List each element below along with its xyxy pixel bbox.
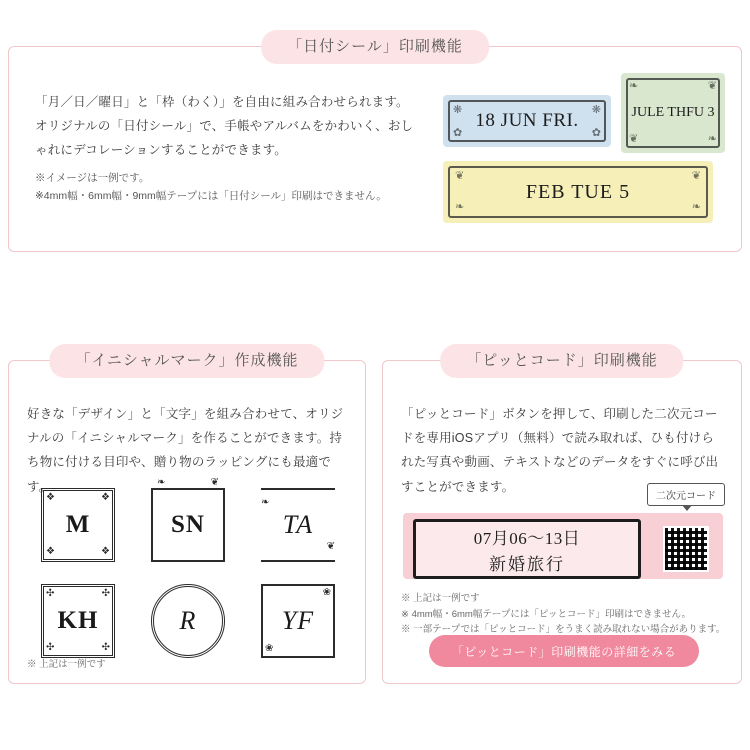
pitto-code-notes <box>401 591 727 638</box>
date-seal-note-1: ※イメージは一例です。 <box>35 172 150 184</box>
qr-callout-label: 二次元コード <box>647 483 725 506</box>
sample-tape-blue-text: 18 JUN FRI. <box>475 110 579 132</box>
pitto-code-note-2: ※ 4mm幅・6mm幅テープには「ピッとコード」印刷はできません。 <box>401 608 692 620</box>
date-seal-body: 「月／日／曜日」と「枠（わく）」を自由に組み合わせられます。オリジナルの「日付シール」で、手帳やアルバムをかわいく、おしゃれにデコレーションすることができます。 <box>35 94 414 158</box>
initial-mark-item: ❧ ❦ SN <box>135 479 241 571</box>
initial-mark-title: 「イニシャルマーク」作成機能 <box>49 344 324 378</box>
initial-mark-samples <box>25 479 351 667</box>
initial-mark-item: ❧ ❦ TA <box>245 479 351 571</box>
pitto-code-body: 「ピッとコード」ボタンを押して、印刷した二次元コードを専用iOSアプリ（無料）で読み取れば、ひも付けられた写真や動画、テキストなどのデータをすぐに呼び出すことができます。 <box>401 406 719 494</box>
date-seal-panel <box>8 38 742 252</box>
sample-tape-green: JULE THFU 3 ❧ ❦ ❦ ❧ <box>621 73 725 153</box>
initial-mark-panel <box>8 352 366 684</box>
date-seal-notes <box>35 169 435 206</box>
initial-mark-letters: TA <box>282 510 314 539</box>
initial-mark-item: ❖ ❖ ❖ ❖ M <box>25 479 131 571</box>
initial-mark-note: ※ 上記は一例です <box>27 659 106 670</box>
pitto-code-title: 「ピッとコード」印刷機能 <box>440 344 683 378</box>
pitto-sample-line-2: 新婚旅行 <box>489 554 565 574</box>
initial-mark-letters: YF <box>281 606 315 635</box>
initial-mark-item: ✣ ✣ ✣ ✣ KH <box>25 575 131 667</box>
pitto-sample-line-1: 07月06〜13日 <box>473 528 581 548</box>
pitto-code-note-1: ※ 上記は一例です <box>401 593 480 604</box>
initial-mark-letters: KH <box>57 607 99 634</box>
initial-mark-item <box>135 575 241 667</box>
initial-mark-letters: R <box>179 606 197 635</box>
sample-tape-yellow: FEB TUE 5 ❦ ❦ ❧ ❧ <box>443 161 713 223</box>
initial-mark-item: ❀ ❀ YF <box>245 575 351 667</box>
initial-mark-body: 好きな「デザイン」と「文字」を組み合わせて、オリジナルの「イニシャルマーク」を作ることができます。持ち物に付ける目印や、贈り物のラッピングにも最適です。 <box>27 406 344 494</box>
initial-mark-letters: SN <box>171 511 205 538</box>
sample-tape-green-text: JULE THFU 3 <box>631 104 715 120</box>
date-seal-samples <box>443 73 725 225</box>
pitto-code-panel <box>382 352 742 684</box>
sample-tape-blue: 18 JUN FRI. ❋ ❋ ✿ ✿ <box>443 95 611 147</box>
pitto-code-note-3: ※ 一部テープでは「ピッとコード」をうまく読み取れない場合があります。 <box>401 624 726 636</box>
qr-code-icon <box>663 526 709 572</box>
pitto-code-detail-button[interactable]: 「ピッとコード」印刷機能の詳細をみる <box>429 635 699 667</box>
initial-mark-letters: M <box>65 511 91 538</box>
pitto-sample-tape <box>403 513 723 579</box>
sample-tape-yellow-text: FEB TUE 5 <box>525 180 631 203</box>
date-seal-note-2: ※4mm幅・6mm幅・9mm幅テープには「日付シール」印刷はできません。 <box>35 190 387 203</box>
date-seal-title: 「日付シール」印刷機能 <box>261 30 489 64</box>
